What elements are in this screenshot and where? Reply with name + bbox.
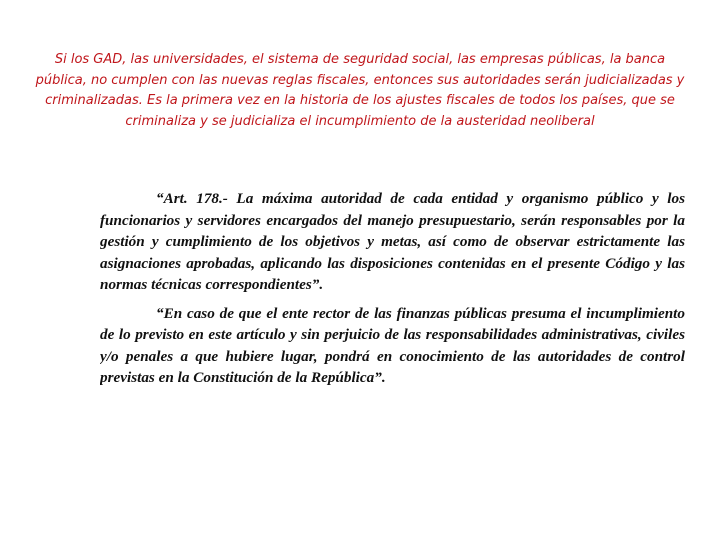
quote-paragraph-noncompliance: “En caso de que el ente rector de las finanzas públicas presuma el incumplimiento de lo previsto en este artículo y sin perjuicio de las responsabilidades administrativas, civiles y/o penales a que hubiere lugar, pondrá en conocimiento de las autoridades de control previstas en la Constitución de la República”. xyxy=(100,304,685,386)
quoted-article-image xyxy=(100,188,685,406)
slide-heading: Si los GAD, las universidades, el sistema de seguridad social, las empresas públicas, la banca pública, no cumplen con las nuevas reglas fiscales, entonces sus autoridades serán judicializadas y criminalizadas. Es la primera vez en la historia de los ajustes fiscales de todos los países, que se criminaliza y se judicializa el incumplimiento de la austeridad neoliberal xyxy=(35,52,685,129)
quote-paragraph-article-178: “Art. 178.- La máxima autoridad de cada entidad y organismo público y los funcionarios y servidores encargados del manejo presupuestario, serán responsables por la gestión y cumplimiento de los objetivos y metas, así como de observar estrictamente las asignaciones aprobadas, aplicando las disposiciones contenidas en el presente Código y las normas técnicas correspondientes”. xyxy=(100,190,685,293)
